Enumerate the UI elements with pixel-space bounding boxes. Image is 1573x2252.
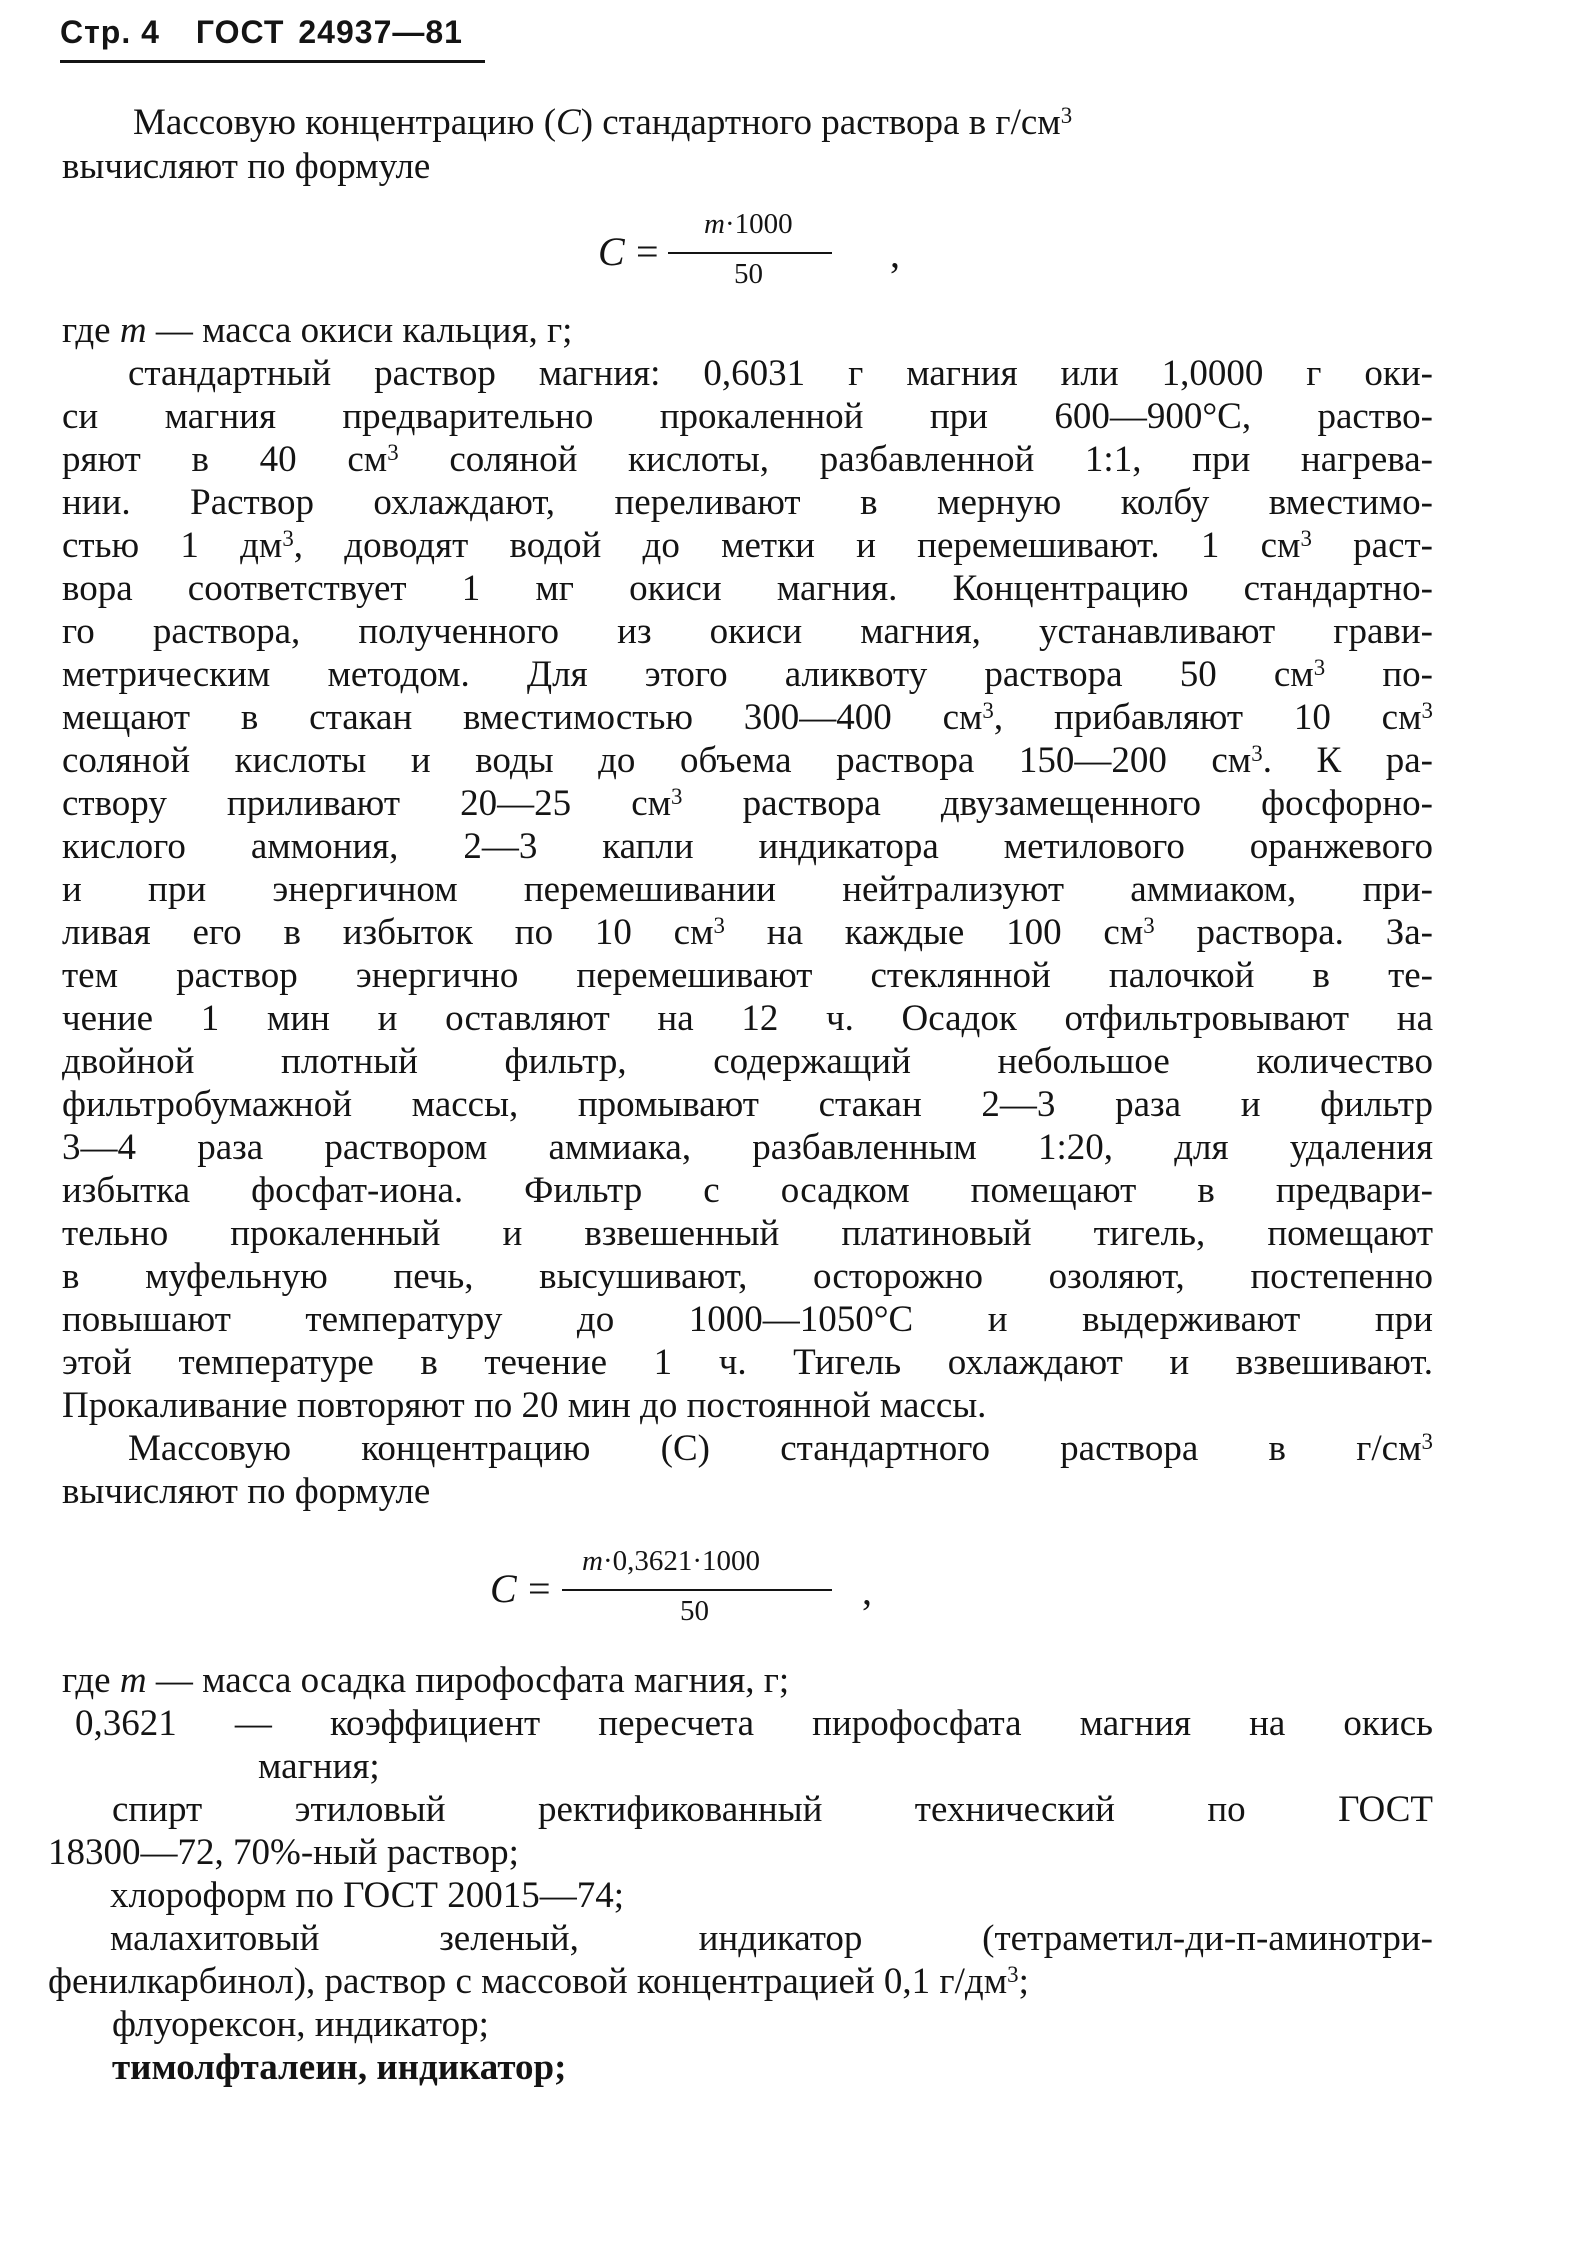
text-line: вора соответствует 1 мг окиси магния. Концентрацию стандартно- <box>62 568 1433 609</box>
text-line: избытка фосфат-иона. Фильтр с осадком помещают в предвари- <box>62 1170 1433 1211</box>
formula-lhs: C <box>598 229 625 274</box>
text-line: спирт этиловый ректификованный технический по ГОСТ <box>112 1789 1433 1830</box>
standard-label: ГОСТ <box>195 14 285 50</box>
text-line: фенилкарбинол), раствор с массовой концентрацией 0,1 $г/дм^3$; <box>48 1961 1029 2002</box>
formula-concentration-magnesium <box>490 1545 890 1635</box>
formula-lhs: C <box>490 1566 517 1611</box>
formula-numerator: m·1000 <box>704 208 793 240</box>
text-line: тельно прокаленный и взвешенный платиновый тигель, помещают <box>62 1213 1433 1254</box>
text-line: этой температуре в течение 1 ч. Тигель охлаждают и взвешивают. <box>62 1342 1433 1383</box>
header-rule <box>60 60 485 63</box>
text-line: 3—4 раза раствором аммиака, разбавленным 1:20, для удаления <box>62 1127 1433 1168</box>
formula-numerator: m·0,3621·1000 <box>582 1545 761 1577</box>
formula-denominator: 50 <box>734 258 763 290</box>
text-line: и при энергичном перемешивании нейтрализуют аммиаком, при- <box>62 869 1433 910</box>
text-line: 18300—72, 70%-ный раствор; <box>48 1832 519 1873</box>
text-line: Прокаливание повторяют по 20 мин до постоянной массы. <box>62 1385 987 1426</box>
text-line: нии. Раствор охлаждают, переливают в мерную колбу вместимо- <box>62 482 1433 523</box>
text-line: мещают в стакан вместимостью 300—400 $см^3$, прибавляют 10 $см^3$ <box>62 697 1433 738</box>
text-line: магния; <box>258 1746 380 1787</box>
text-line: 0,3621 — коэффициент пересчета пирофосфата магния на окись <box>75 1703 1433 1744</box>
text-line: флуорексон, индикатор; <box>112 2004 489 2045</box>
text-line: ряют в 40 $см^3$ соляной кислоты, разбавленной 1:1, при нагрева- <box>62 439 1433 480</box>
text-line: тимолфталеин, индикатор; <box>112 2047 567 2088</box>
text-line: повышают температуру до 1000—1050°С и выдерживают при <box>62 1299 1433 1340</box>
text-line: чение 1 мин и оставляют на 12 ч. Осадок отфильтровывают на <box>62 998 1433 1039</box>
text-line: стандартный раствор магния: 0,6031 г магния или 1,0000 г оки- <box>128 353 1433 394</box>
fraction-bar <box>668 252 832 254</box>
fraction-bar <box>562 1589 832 1591</box>
formula-comma: , <box>890 231 900 276</box>
text-line: тем раствор энергично перемешивают стеклянной палочкой в те- <box>62 955 1433 996</box>
formula-equals: = <box>528 1566 551 1611</box>
formula-equals: = <box>636 229 659 274</box>
formula-concentration-calcium <box>598 208 898 298</box>
text-line: метрическим методом. Для этого аликвоту раствора 50 $см^3$ по- <box>62 654 1433 695</box>
text-line: вычисляют по формуле <box>62 146 431 187</box>
text-line: вычисляют по формуле <box>62 1471 431 1512</box>
text-line: малахитовый зеленый, индикатор (тетраметил-ди-п-аминотри- <box>110 1918 1433 1959</box>
formula-denominator: 50 <box>680 1595 709 1627</box>
text-line: створу приливают 20—25 $см^3$ раствора двузамещенного фосфорно- <box>62 783 1433 824</box>
text-line: в муфельную печь, высушивают, осторожно озоляют, постепенно <box>62 1256 1433 1297</box>
text-line: кислого аммония, 2—3 капли индикатора метилового оранжевого <box>62 826 1433 867</box>
text-line: Массовую концентрацию (С) стандартного раствора в $г/см^3$ <box>128 1428 1433 1469</box>
text-line: хлороформ по ГОСТ 20015—74; <box>110 1875 625 1916</box>
text-line: фильтробумажной массы, промывают стакан 2—3 раза и фильтр <box>62 1084 1433 1125</box>
page-header <box>60 14 463 51</box>
text-line: стью 1 $дм^3$, доводят водой до метки и перемешивают. 1 $см^3$ раст- <box>62 525 1433 566</box>
text-line: Массовую концентрацию (С) стандартного раствора в $г/см^3$ <box>133 102 1073 143</box>
page-number: Стр. 4 <box>60 14 160 50</box>
standard-number: 24937—81 <box>298 14 463 50</box>
text-line: двойной плотный фильтр, содержащий небольшое количество <box>62 1041 1433 1082</box>
text-line: где m — масса осадка пирофосфата магния, г; <box>62 1660 790 1701</box>
text-line: где m — масса окиси кальция, г; <box>62 310 573 351</box>
text-line: го раствора, полученного из окиси магния, устанавливают грави- <box>62 611 1433 652</box>
text-line: соляной кислоты и воды до объема раствора 150—200 $см^3$. К ра- <box>62 740 1433 781</box>
formula-comma: , <box>862 1568 872 1613</box>
text-line: си магния предварительно прокаленной при 600—900°С, раство- <box>62 396 1433 437</box>
text-line: ливая его в избыток по 10 $см^3$ на каждые 100 $см^3$ раствора. За- <box>62 912 1433 953</box>
